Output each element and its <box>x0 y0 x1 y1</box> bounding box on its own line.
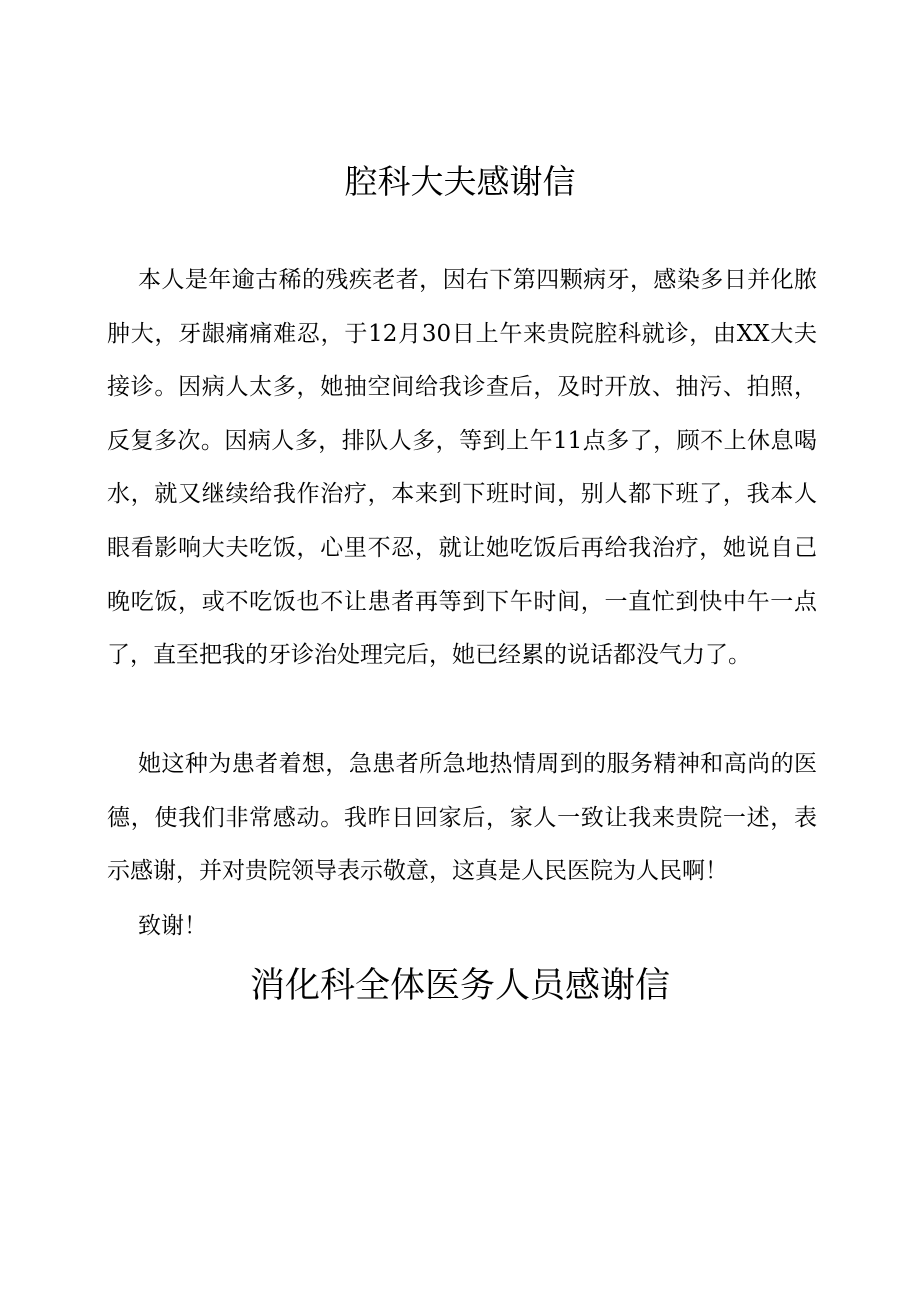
letter-closing: 致谢！ <box>138 913 207 939</box>
letter-paragraph: 她这种为患者着想，急患者所急地热情周到的服务精神和高尚的医德，使我们非常感动。我昨日回家后，家人一致让我来贵院一述，表示感谢，并对贵院领导表示敬意，这真是人民医院为人民啊！ <box>107 751 817 885</box>
letter-paragraph: 本人是年逾古稀的残疾老者，因右下第四颗病牙，感染多日并化脓肿大，牙龈痛痛难忍，于12月30日上午来贵院腔科就诊，由XX大夫接诊。因病人太多，她抽空间给我诊查后，及时开放、抽污、拍照，反复多次。因病人多，排队人多，等到上午11点多了，顾不上休息喝水，就又继续给我作治疗，本来到下班时间，别人都下班了，我本人眼看影响大夫吃饭，心里不忍，就让她吃饭后再给我治疗，她说自己晚吃饭，或不吃饭也不让患者再等到下午时间，一直忙到快中午一点了，直至把我的牙诊治处理完后，她已经累的说话都没气力了。 <box>107 267 817 669</box>
letter-title: 腔科大夫感谢信 <box>344 162 576 201</box>
second-letter-title: 消化科全体医务人员感谢信 <box>249 966 670 1006</box>
